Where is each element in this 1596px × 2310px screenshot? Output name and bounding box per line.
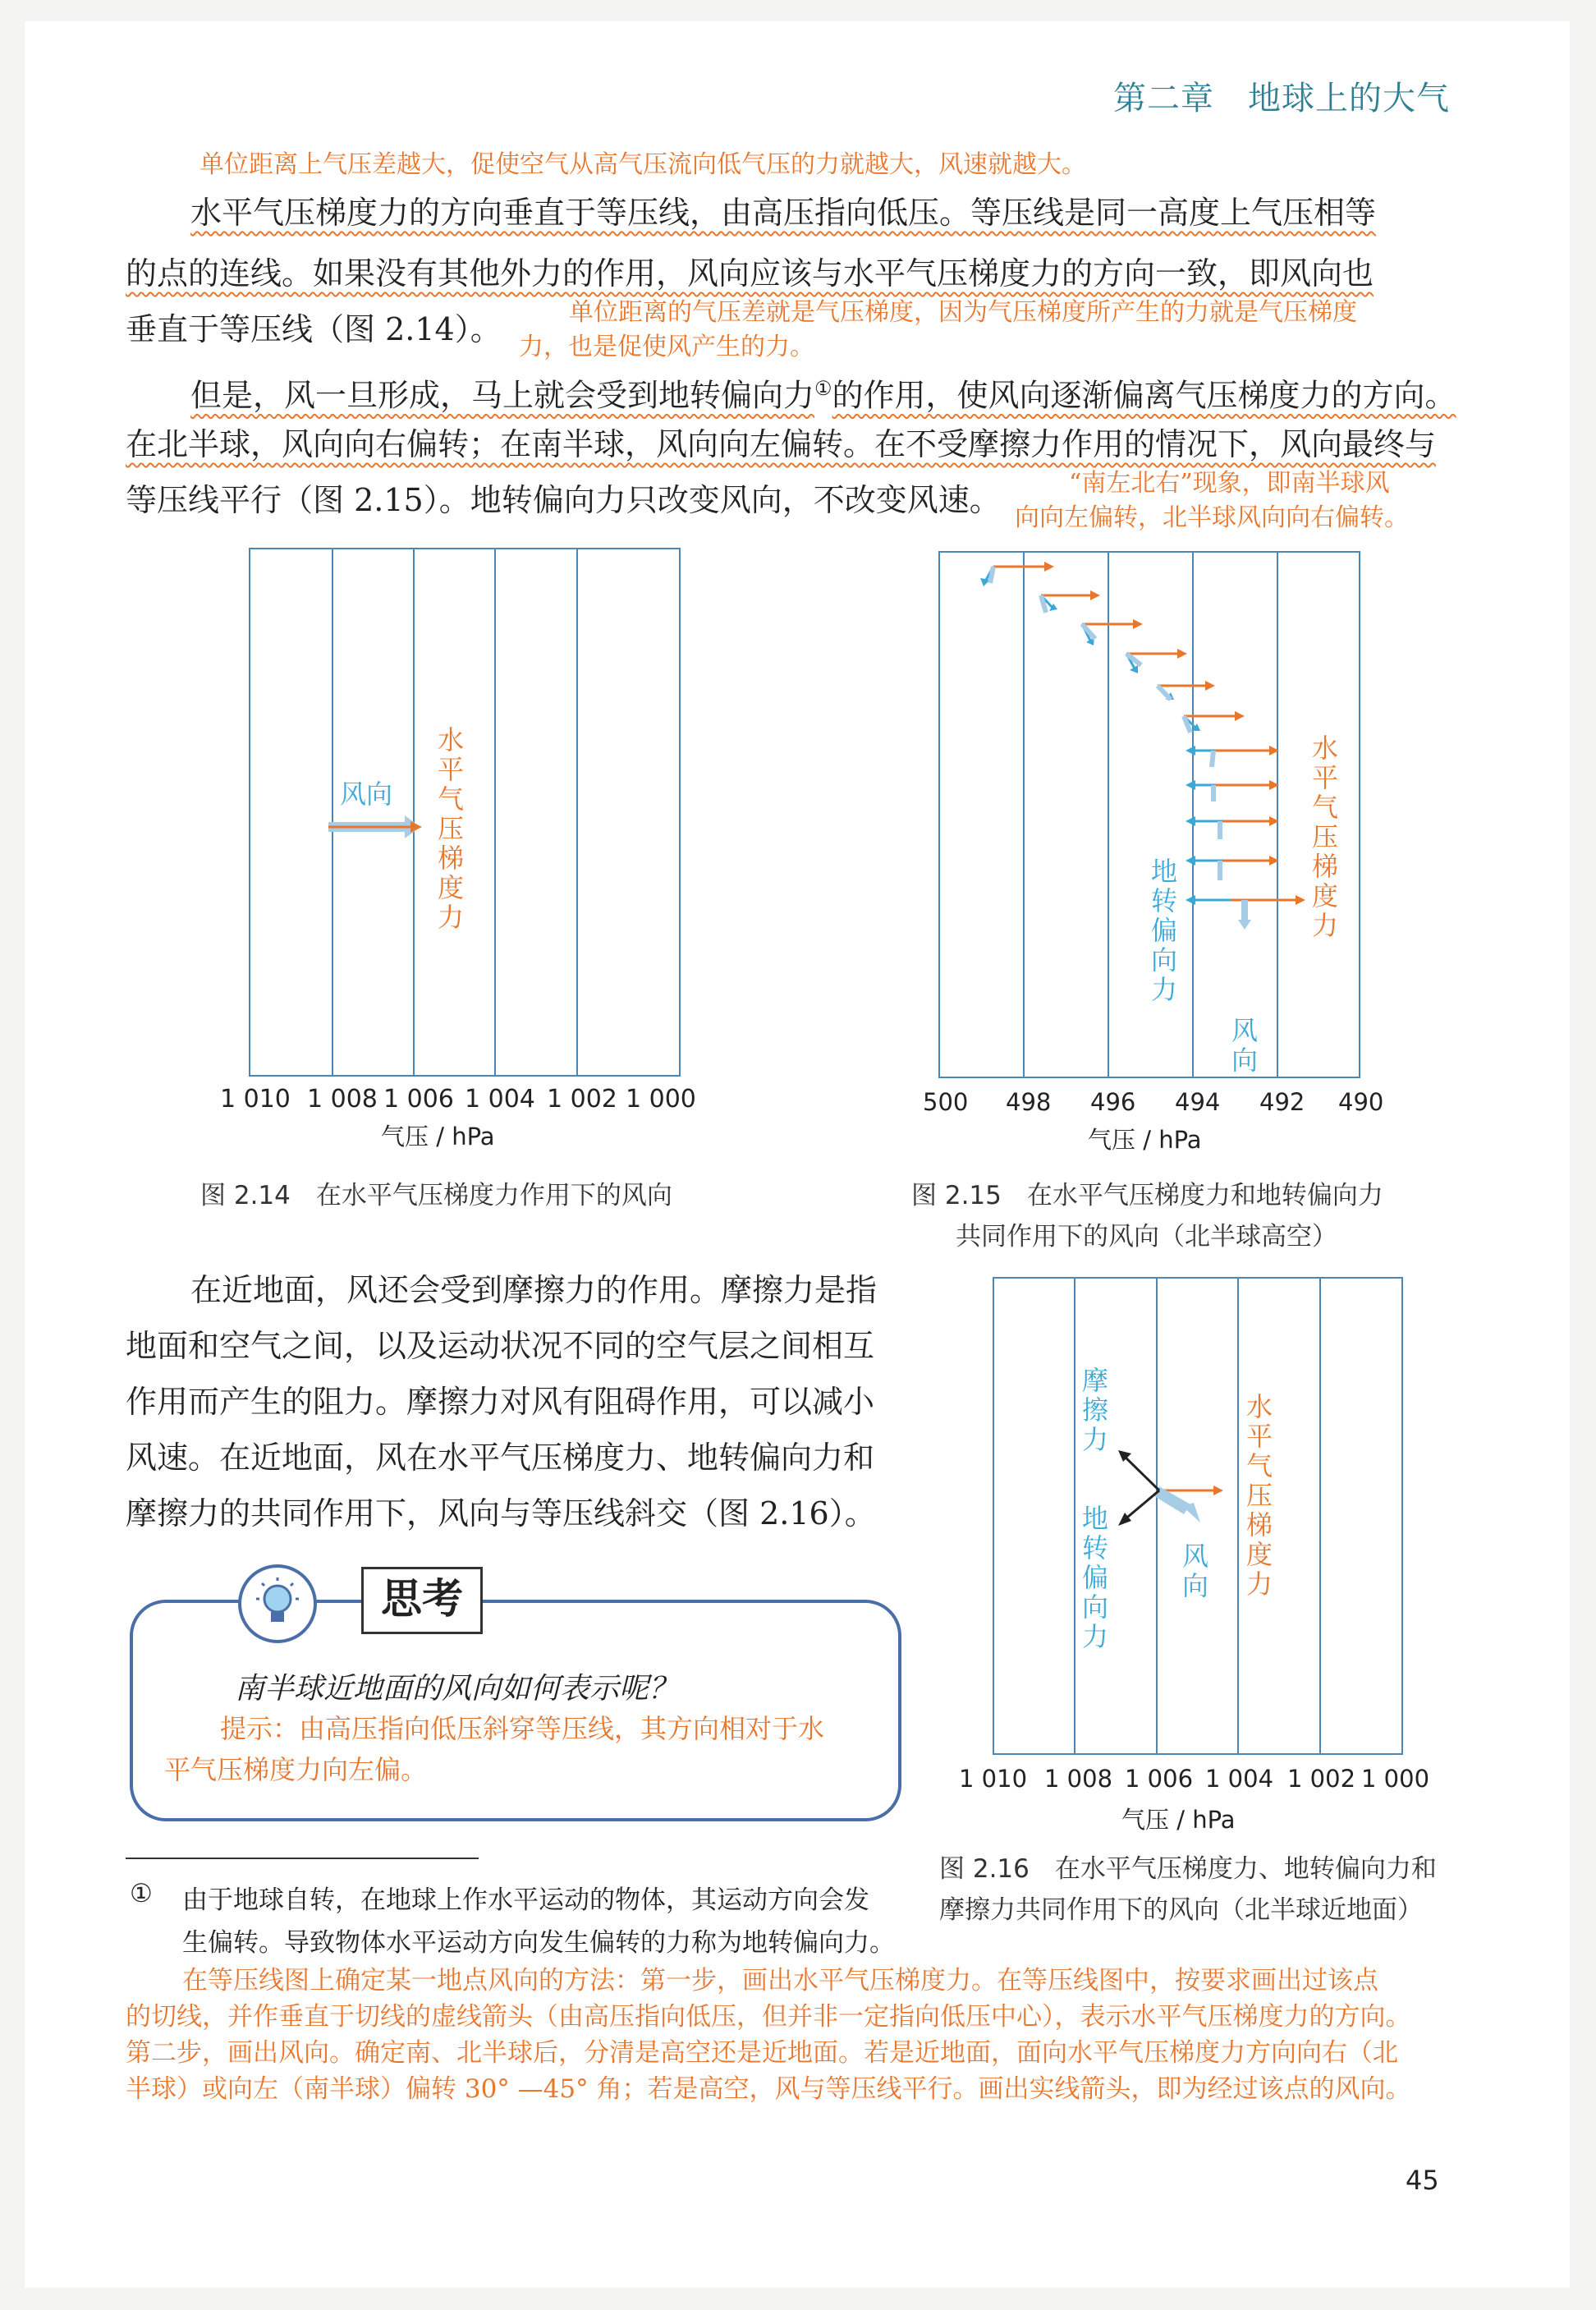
fig216-coriolis-char-2: 转 [1082, 1532, 1109, 1564]
fig214-force-char-5: 梯 [438, 843, 465, 874]
footnote-line-1: 由于地球自转，在地球上作水平运动的物体，其运动方向会发 [182, 1885, 869, 1915]
fig216-coriolis-char-3: 偏 [1082, 1562, 1109, 1593]
fig215-tick: 494 [1175, 1088, 1221, 1116]
fig216-friction-char-3: 力 [1082, 1424, 1109, 1455]
fig216-axis-label: 气压 / hPa [1121, 1806, 1236, 1834]
fig215-tick: 500 [923, 1088, 969, 1116]
fig214-force-char-4: 压 [438, 813, 465, 844]
fig216-friction-shaft [1121, 1454, 1159, 1490]
paragraph-1-line-2: 的点的连线。如果没有其他外力的作用，风向应该与水平气压梯度力的方向一致，即风向也 [126, 255, 1374, 292]
think-hint-line-2: 平气压梯度力向左偏。 [164, 1754, 428, 1785]
fig216-tick: 1 008 [1044, 1765, 1113, 1793]
fig215-step-5 [1158, 681, 1215, 700]
fig215-step-10 [1186, 856, 1279, 880]
fig216-coriolis-char-4: 向 [1082, 1591, 1109, 1623]
figure-2-16 [944, 1265, 1430, 1839]
annotation-note-1: 单位距离上气压差越大，促使空气从高气压流向低气压的力就越大，风速就越大。 [200, 150, 1086, 179]
paragraph-3-line-3: 作用而产生的阻力。摩擦力对风有阻碍作用，可以减小 [126, 1384, 875, 1420]
fig215-coriolis-char-4: 向 [1151, 944, 1178, 976]
think-title: 思考 [361, 1567, 483, 1634]
fig215-caption-line-1: 图 2.15 在水平气压梯度力和地转偏向力 [911, 1181, 1383, 1210]
fig214-force-label [438, 724, 464, 933]
fig216-coriolis-char-1: 地 [1082, 1503, 1109, 1534]
paragraph-3-line-5: 摩擦力的共同作用下，风向与等压线斜交（图 2.16）。 [126, 1495, 876, 1532]
fig214-tick: 1 006 [383, 1085, 454, 1114]
fig215-axis-label: 气压 / hPa [1088, 1126, 1202, 1154]
fig215-ticks [923, 1088, 1383, 1116]
fig215-step-3 [1082, 619, 1143, 645]
fig214-ticks [220, 1085, 696, 1114]
fig214-force-char-1: 水 [438, 724, 465, 755]
fig215-step-11 [1186, 895, 1305, 930]
fig215-coriolis-char-5: 力 [1151, 974, 1178, 1005]
fig215-force-char-7: 力 [1312, 910, 1339, 941]
fig215-coriolis-char-3: 偏 [1151, 915, 1178, 946]
fig215-force-char-1: 水 [1312, 732, 1339, 764]
fig216-tick: 1 004 [1205, 1765, 1274, 1793]
fig214-force-char-7: 力 [438, 902, 465, 933]
fig215-frame [939, 552, 1360, 1077]
fig216-force-char-1: 水 [1246, 1391, 1273, 1422]
think-hint-line-1: 提示：由高压指向低压斜穿等压线，其方向相对于水 [220, 1713, 825, 1744]
fig216-tick: 1 002 [1287, 1765, 1356, 1793]
fig215-force-char-5: 梯 [1312, 851, 1339, 882]
fig214-tick: 1 008 [307, 1085, 378, 1114]
fig215-step-7 [1186, 746, 1279, 767]
fig216-coriolis-shaft [1123, 1490, 1159, 1521]
fig215-force-char-6: 度 [1312, 880, 1339, 912]
fig215-force-label [1312, 732, 1338, 941]
fig214-force-char-6: 度 [438, 872, 465, 903]
fig215-step-8 [1186, 780, 1279, 801]
fig216-force-char-4: 压 [1246, 1480, 1273, 1511]
fig216-force-char-6: 度 [1246, 1539, 1273, 1570]
fig214-tick: 1 002 [547, 1085, 617, 1114]
fig215-tick: 498 [1006, 1088, 1052, 1116]
fig215-tick: 492 [1259, 1088, 1305, 1116]
fig216-wind-char-2: 向 [1182, 1570, 1209, 1601]
paragraph-1-line-1: 水平气压梯度力的方向垂直于等压线，由高压指向低压。等压线是同一高度上气压相等 [190, 195, 1377, 231]
fig216-tick: 1 006 [1125, 1765, 1194, 1793]
annotation-note-2-line-1: 单位距离的气压差就是气压梯度，因为气压梯度所产生的力就是气压梯度 [569, 298, 1357, 327]
paragraph-1-line-3: 垂直于等压线（图 2.14）。 [126, 311, 502, 347]
fig216-wind-label [1182, 1541, 1208, 1601]
fig216-tick: 1 010 [959, 1765, 1028, 1793]
paragraph-3-line-4: 风速。在近地面，风在水平气压梯度力、地转偏向力和 [126, 1440, 875, 1476]
fig216-coriolis-char-5: 力 [1082, 1621, 1109, 1652]
fig215-step-9 [1186, 816, 1279, 839]
bottom-note-line-2: 的切线，并作垂直于切线的虚线箭头（由高压指向低压，但并非一定指向低压中心），表示水平气压梯度力的方向。 [126, 2002, 1411, 2032]
chapter-header: 第二章 地球上的大气 [1113, 80, 1450, 117]
paragraph-2-line-2-text: 在北半球，风向向右偏转；在南半球，风向向左偏转。在不受摩擦力作用的情况下，风向最终与 [126, 426, 1437, 462]
paragraph-2-line-2 [126, 420, 1436, 468]
fig215-step-4 [1126, 649, 1187, 673]
gradient-arrow-head [410, 821, 422, 833]
footnote-divider [126, 1858, 479, 1859]
fig216-friction-char-2: 擦 [1082, 1394, 1109, 1426]
fig215-force-char-2: 平 [1312, 762, 1339, 793]
fig215-tick: 496 [1090, 1088, 1136, 1116]
bottom-note-line-1: 在等压线图上确定某一地点风向的方法：第一步，画出水平气压梯度力。在等压线图中，按要求画出过该点 [182, 1966, 1378, 1995]
fig215-wind-char-2: 向 [1231, 1045, 1259, 1076]
fig216-force-char-3: 气 [1246, 1450, 1273, 1481]
fig214-wind-label: 风向 [340, 778, 393, 810]
fig215-caption-line-2: 共同作用下的风向（北半球高空） [956, 1222, 1337, 1251]
fig216-friction-label [1082, 1365, 1108, 1455]
paragraph-2-line-1 [190, 365, 1456, 420]
fig215-step-2 [1041, 590, 1100, 613]
footnote-marker: ① [130, 1879, 153, 1908]
fig215-coriolis-label [1151, 856, 1177, 1005]
fig216-caption-line-1: 图 2.16 在水平气压梯度力、地转偏向力和 [939, 1854, 1437, 1884]
fig214-force-char-2: 平 [438, 754, 465, 785]
fig216-force-char-2: 平 [1246, 1421, 1273, 1452]
fig214-wind-arrow [328, 815, 422, 838]
bottom-note-line-4: 半球）或向左（南半球）偏转 30° —45° 角；若是高空，风与等压线平行。画出实线箭头，即为经过该点的风向。 [126, 2074, 1411, 2104]
fig216-tick: 1 000 [1361, 1765, 1430, 1793]
fig216-force-label [1246, 1391, 1273, 1600]
fig215-force-char-3: 气 [1312, 792, 1339, 823]
fig216-friction-char-1: 摩 [1082, 1365, 1109, 1396]
paragraph-3-line-1: 在近地面，风还会受到摩擦力的作用。摩擦力是指 [190, 1272, 878, 1308]
think-question: 南半球近地面的风向如何表示呢？ [235, 1672, 679, 1706]
fig215-force-char-4: 压 [1312, 821, 1339, 852]
figure-2-14 [220, 542, 698, 1150]
fig216-force-char-7: 力 [1246, 1568, 1273, 1600]
fig214-axis-label: 气压 / hPa [381, 1123, 495, 1150]
fig216-ticks [959, 1765, 1429, 1793]
fig214-tick: 1 010 [220, 1085, 291, 1114]
fig216-coriolis-label [1082, 1503, 1108, 1652]
fig215-tick: 490 [1338, 1088, 1384, 1116]
fig215-wind-label [1231, 1015, 1258, 1076]
annotation-note-2-line-2: 力，也是促使风产生的力。 [519, 333, 814, 361]
fig214-tick: 1 000 [626, 1085, 696, 1114]
bottom-note-line-3: 第二步，画出风向。确定南、北半球后，分清是高空还是近地面。若是近地面，面向水平气压梯度力方向向右（北 [126, 2038, 1398, 2068]
paragraph-2-text-b: 的作用，使风向逐渐偏离气压梯度力的方向。 [832, 377, 1456, 414]
lightbulb-icon-frame [238, 1564, 317, 1643]
footnote-line-2: 生偏转。导致物体水平运动方向发生偏转的力称为地转偏向力。 [182, 1928, 895, 1958]
fig214-tick: 1 004 [465, 1085, 535, 1114]
annotation-note-3-line-2: 向向左偏转，北半球风向向右偏转。 [1015, 503, 1409, 532]
fig216-force-char-5: 梯 [1246, 1509, 1273, 1541]
fig216-caption-line-2: 摩擦力共同作用下的风向（北半球近地面） [939, 1895, 1423, 1925]
footnote-ref: ① [814, 377, 832, 400]
fig215-step-1 [980, 562, 1054, 586]
paragraph-2-text-a: 但是，风一旦形成，马上就会受到地转偏向力 [190, 377, 815, 414]
page-number: 45 [1406, 2165, 1439, 2196]
annotation-note-3-line-1: “南左北右”现象，即南半球风 [1069, 469, 1390, 498]
fig216-vectors [1118, 1450, 1223, 1526]
fig215-wind-char-1: 风 [1231, 1015, 1259, 1046]
fig216-gradient-head [1213, 1486, 1223, 1495]
fig214-frame [250, 549, 680, 1076]
fig214-force-char-3: 气 [438, 783, 465, 815]
fig215-coriolis-char-1: 地 [1151, 856, 1178, 887]
figure-2-15 [920, 542, 1384, 1154]
fig216-wind-char-1: 风 [1182, 1541, 1209, 1572]
paragraph-3-line-2: 地面和空气之间，以及运动状况不同的空气层之间相互 [126, 1328, 875, 1364]
lightbulb-icon [241, 1568, 314, 1640]
fig214-caption: 图 2.14 在水平气压梯度力作用下的风向 [200, 1181, 672, 1210]
fig215-coriolis-char-2: 转 [1151, 885, 1178, 916]
fig215-vectors [980, 562, 1305, 930]
paragraph-2-line-3: 等压线平行（图 2.15）。地转偏向力只改变风向，不改变风速。 [126, 482, 1001, 518]
